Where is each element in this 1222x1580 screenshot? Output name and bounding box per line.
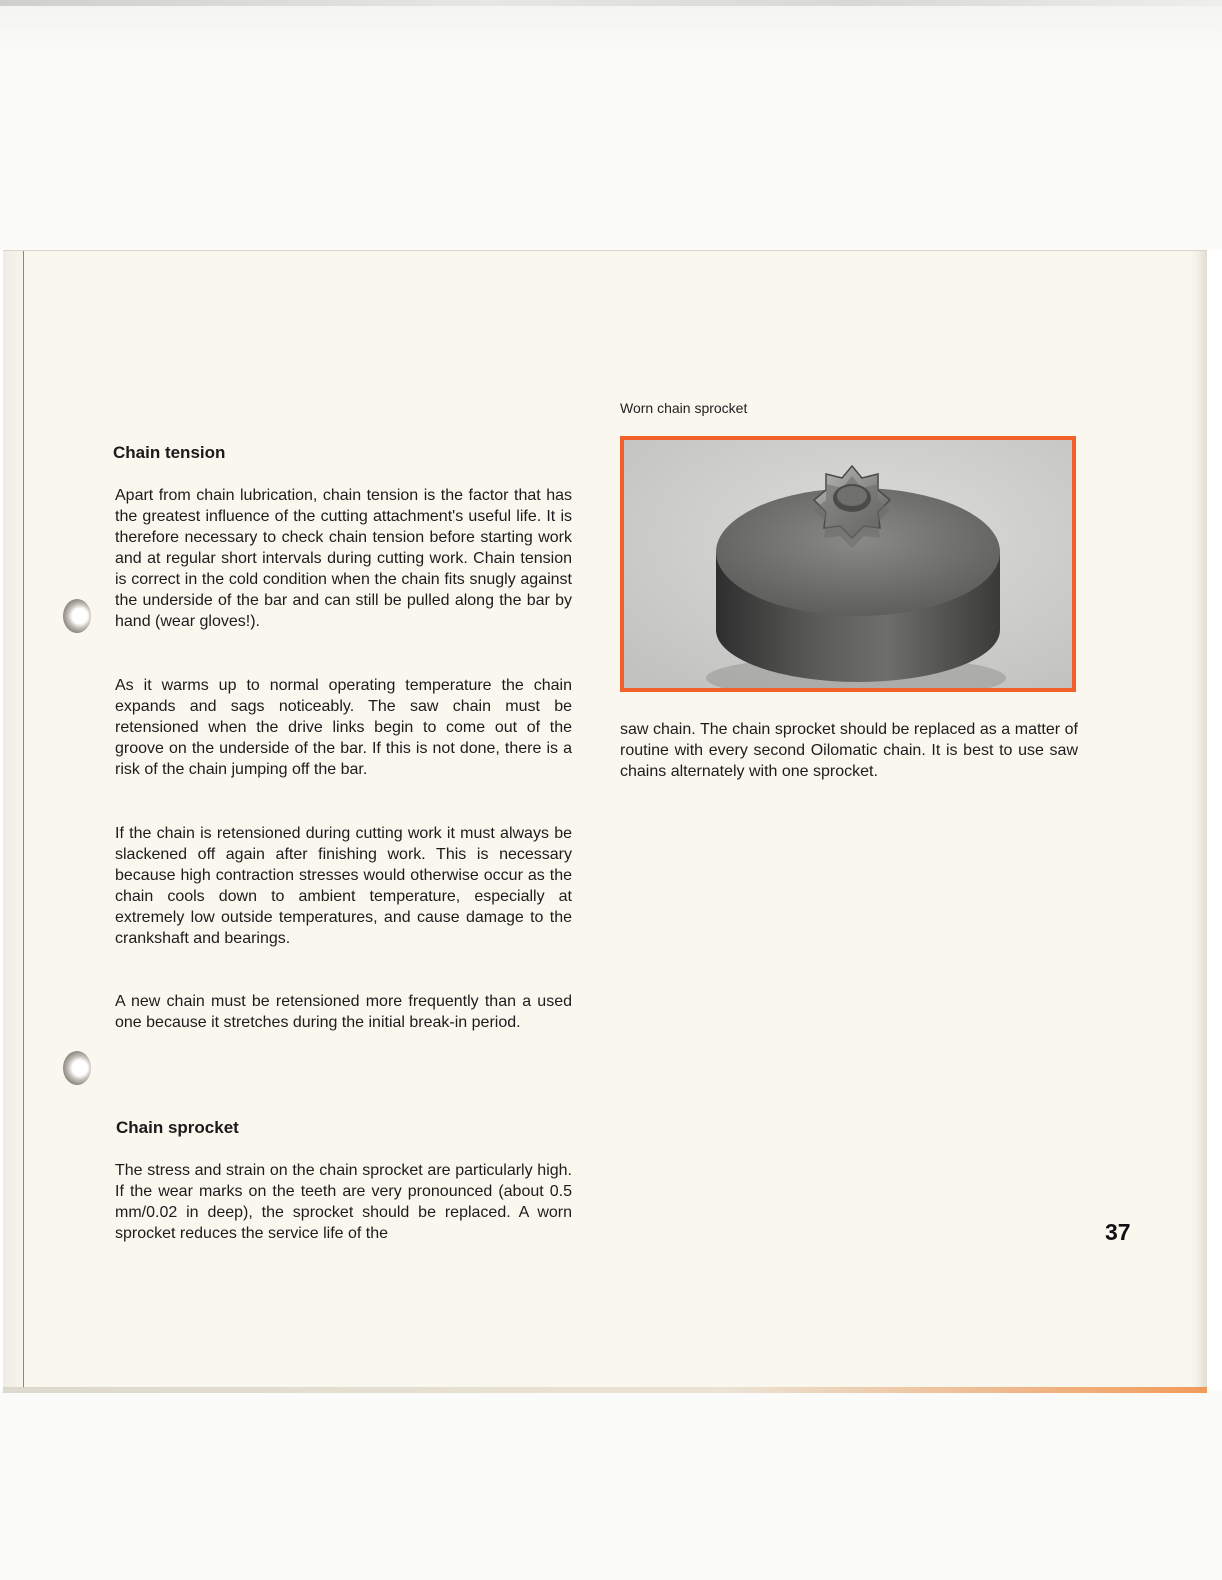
scan-edge-strip	[0, 0, 1222, 6]
page-number: 37	[1105, 1219, 1131, 1245]
paragraph-chain-tension-4: A new chain must be retensioned more frequently than a used one because it stretches during the initial break-in period.	[115, 993, 572, 1031]
sprocket-image-icon	[624, 440, 1072, 688]
punch-hole-icon	[63, 599, 91, 633]
booklet-page	[3, 250, 1207, 1389]
page-bottom-edge	[3, 1387, 1207, 1393]
worn-sprocket-photo	[620, 436, 1076, 692]
paragraph-chain-tension-2: As it warms up to normal operating temperature the chain expands and sags noticeably. The saw chain must be retensioned when the drive links begin to come out of the groove on the underside of the bar. If this is not done, there is a risk of the chain jumping off the bar.	[115, 677, 572, 778]
scan-background-top	[0, 0, 1222, 250]
heading-chain-tension: Chain tension	[113, 443, 226, 462]
paragraph-sprocket-continued: saw chain. The chain sprocket should be replaced as a matter of routine with every second Oilomatic chain. It is best to use saw chains alternately with one sprocket.	[620, 721, 1078, 780]
paragraph-chain-sprocket: The stress and strain on the chain sprocket are particularly high. If the wear marks on the teeth are very pronounced (about 0.5 mm/0.02 in deep), the sprocket should be replaced. A worn sprocket reduces the service life of the	[115, 1162, 572, 1242]
figure-caption: Worn chain sprocket	[620, 400, 748, 416]
binding-edge	[3, 251, 24, 1389]
paragraph-chain-tension-3: If the chain is retensioned during cutting work it must always be slackened off again after finishing work. This is necessary because high contraction stresses would otherwise occur as the chain cools down to ambient temperature, especially at extremely low outside temperatures, and cause damage to the crankshaft and bearings.	[115, 825, 572, 947]
scan-background-bottom	[0, 1390, 1222, 1580]
punch-hole-icon	[63, 1051, 91, 1085]
paragraph-chain-tension-1: Apart from chain lubrication, chain tension is the factor that has the greatest influence of the cutting attachment's useful life. It is therefore necessary to check chain tension before starting work and at regular short intervals during cutting work. Chain tension is correct in the cold condition when the chain fits snugly against the underside of the bar and can still be pulled along the bar by hand (wear gloves!).	[115, 487, 572, 630]
heading-chain-sprocket: Chain sprocket	[116, 1118, 239, 1137]
